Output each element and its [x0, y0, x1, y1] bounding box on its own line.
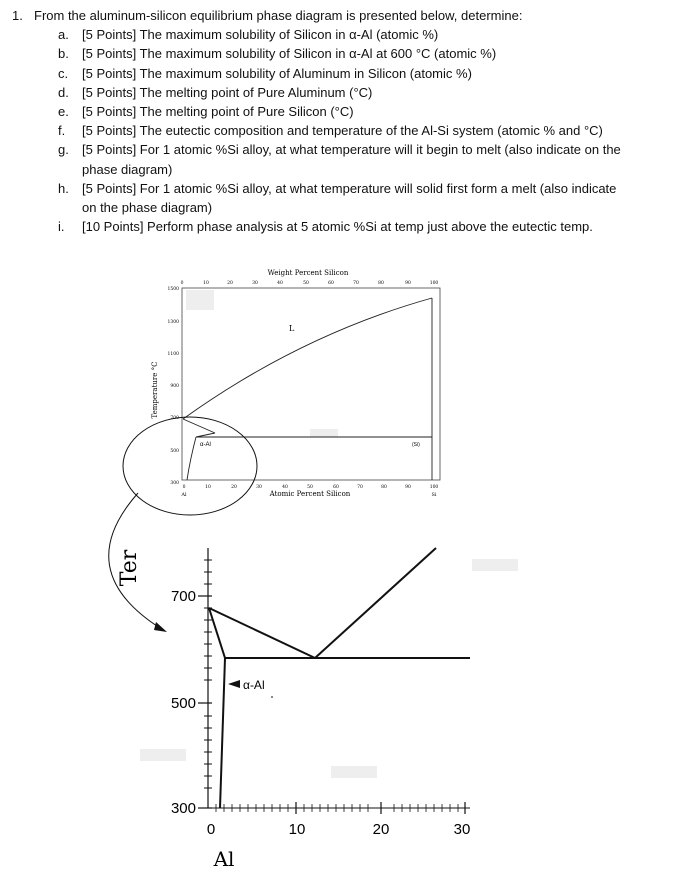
- top-tick: 20: [227, 281, 233, 286]
- zoom-solvus: [220, 658, 225, 808]
- item-letter: i.: [58, 219, 65, 235]
- zoom-left-end-label: Al: [213, 847, 235, 871]
- top-tick: 30: [252, 281, 258, 286]
- zoom-x-tick: 20: [372, 821, 390, 838]
- redaction-box: [186, 290, 214, 310]
- y-tick: 900: [170, 384, 179, 389]
- pointer-arrow-icon: [228, 680, 240, 688]
- top-axis-label: Weight Percent Silicon: [267, 269, 349, 277]
- y-tick: 1100: [167, 352, 179, 357]
- top-tick: 50: [303, 281, 309, 286]
- item-letter: g.: [58, 142, 69, 158]
- top-tick: 70: [353, 281, 359, 286]
- right-end-label: Si: [431, 492, 437, 498]
- item-text: [5 Points] For 1 atomic %Si alloy, at what temperature will it begin to melt (also indicate on the phase diagram): [82, 142, 621, 177]
- top-tick: 80: [378, 281, 384, 286]
- zoom-highlight-ellipse: [123, 417, 257, 515]
- item-letter: b.: [58, 46, 69, 62]
- bottom-tick: 70: [357, 485, 363, 490]
- item-text: [5 Points] The melting point of Pure Silicon (°C): [82, 104, 354, 120]
- redaction-box: [140, 749, 186, 761]
- item-letter: c.: [58, 65, 69, 81]
- main-phase-diagram: [109, 269, 440, 632]
- item-text: [5 Points] The eutectic composition and temperature of the Al-Si system (atomic % and °C): [82, 123, 603, 139]
- solvus-curve: [187, 437, 196, 480]
- alpha-label: α-Al: [200, 442, 211, 448]
- bottom-tick: 90: [405, 485, 411, 490]
- bottom-tick: 100: [429, 485, 439, 490]
- item-text: [5 Points] For 1 atomic %Si alloy, at what temperature will solid first form a melt (also indicate on the phase diagram): [82, 180, 617, 216]
- zoom-liquidus: [315, 548, 436, 658]
- top-tick: 0: [180, 281, 184, 286]
- y-axis-label: Temperature °C: [151, 361, 159, 419]
- redaction-box: [310, 429, 338, 437]
- bottom-tick: 10: [205, 485, 211, 490]
- bottom-tick: 60: [333, 485, 339, 490]
- bottom-tick: 40: [282, 485, 288, 490]
- zoom-phase-diagram: [117, 548, 518, 871]
- redaction-box: [472, 559, 518, 571]
- zoom-y-tick: 700: [170, 588, 196, 605]
- bottom-tick: 20: [231, 485, 237, 490]
- top-tick: 60: [328, 281, 334, 286]
- bottom-tick: 0: [182, 485, 186, 490]
- zoom-x-tick: 30: [453, 821, 471, 838]
- y-tick: 700: [170, 416, 179, 421]
- item-letter: f.: [58, 123, 66, 139]
- item-letter: d.: [58, 84, 69, 100]
- zoom-alpha-label: α-Al: [243, 678, 265, 692]
- bottom-tick: 50: [307, 485, 313, 490]
- top-tick: 90: [405, 281, 411, 286]
- item-letter: a.: [58, 27, 69, 43]
- item-text: [5 Points] The maximum solubility of Silicon in α-Al at 600 °C (atomic %): [82, 46, 497, 62]
- y-ticks: [168, 286, 180, 486]
- arrow-head-icon: [154, 622, 167, 632]
- solidus-line: [196, 433, 215, 437]
- y-tick: 300: [170, 481, 179, 486]
- redaction-box: [331, 766, 377, 778]
- zoom-alpha-liquidus: [209, 608, 315, 658]
- question-number: 1.: [12, 8, 23, 23]
- alpha-liquidus: [183, 419, 215, 433]
- bottom-axis-label: Atomic Percent Silicon: [269, 490, 351, 498]
- item-text: [5 Points] The maximum solubility of Aluminum in Silicon (atomic %): [82, 65, 472, 81]
- zoom-x-ticks: [207, 821, 471, 838]
- zoom-x-tick: 10: [288, 821, 306, 838]
- left-end-label: Al: [181, 492, 187, 498]
- zoom-y-tick: 500: [170, 695, 196, 712]
- item-text: [5 Points] The maximum solubility of Silicon in α-Al (atomic %): [82, 27, 439, 43]
- item-letter: h.: [58, 180, 69, 196]
- question-intro: From the aluminum-silicon equilibrium phase diagram is presented below, determine:: [34, 8, 523, 23]
- zoom-y-tick: 300: [170, 800, 196, 817]
- bottom-tick: 80: [381, 485, 387, 490]
- top-tick: 100: [429, 281, 439, 286]
- main-frame: [182, 288, 440, 480]
- item-text: [10 Points] Perform phase analysis at 5 atomic %Si at temp just above the eutectic temp.: [82, 219, 593, 235]
- liquid-label: L: [289, 324, 295, 333]
- item-text: [5 Points] The melting point of Pure Aluminum (°C): [82, 84, 373, 100]
- zoom-y-ticks: [171, 588, 196, 817]
- item-letter: e.: [58, 104, 69, 120]
- top-tick: 10: [203, 281, 209, 286]
- y-tick: 500: [170, 449, 179, 454]
- top-ticks: [181, 280, 439, 286]
- liquidus-curve: [183, 298, 432, 419]
- bottom-tick: 30: [256, 485, 262, 490]
- top-tick: 40: [277, 281, 283, 286]
- zoom-x-tick: 0: [206, 821, 216, 838]
- y-tick: 1500: [167, 287, 179, 292]
- y-axis-partial-label: Ter: [117, 549, 142, 587]
- y-tick: 1300: [167, 320, 179, 325]
- si-label: (Si): [412, 442, 420, 448]
